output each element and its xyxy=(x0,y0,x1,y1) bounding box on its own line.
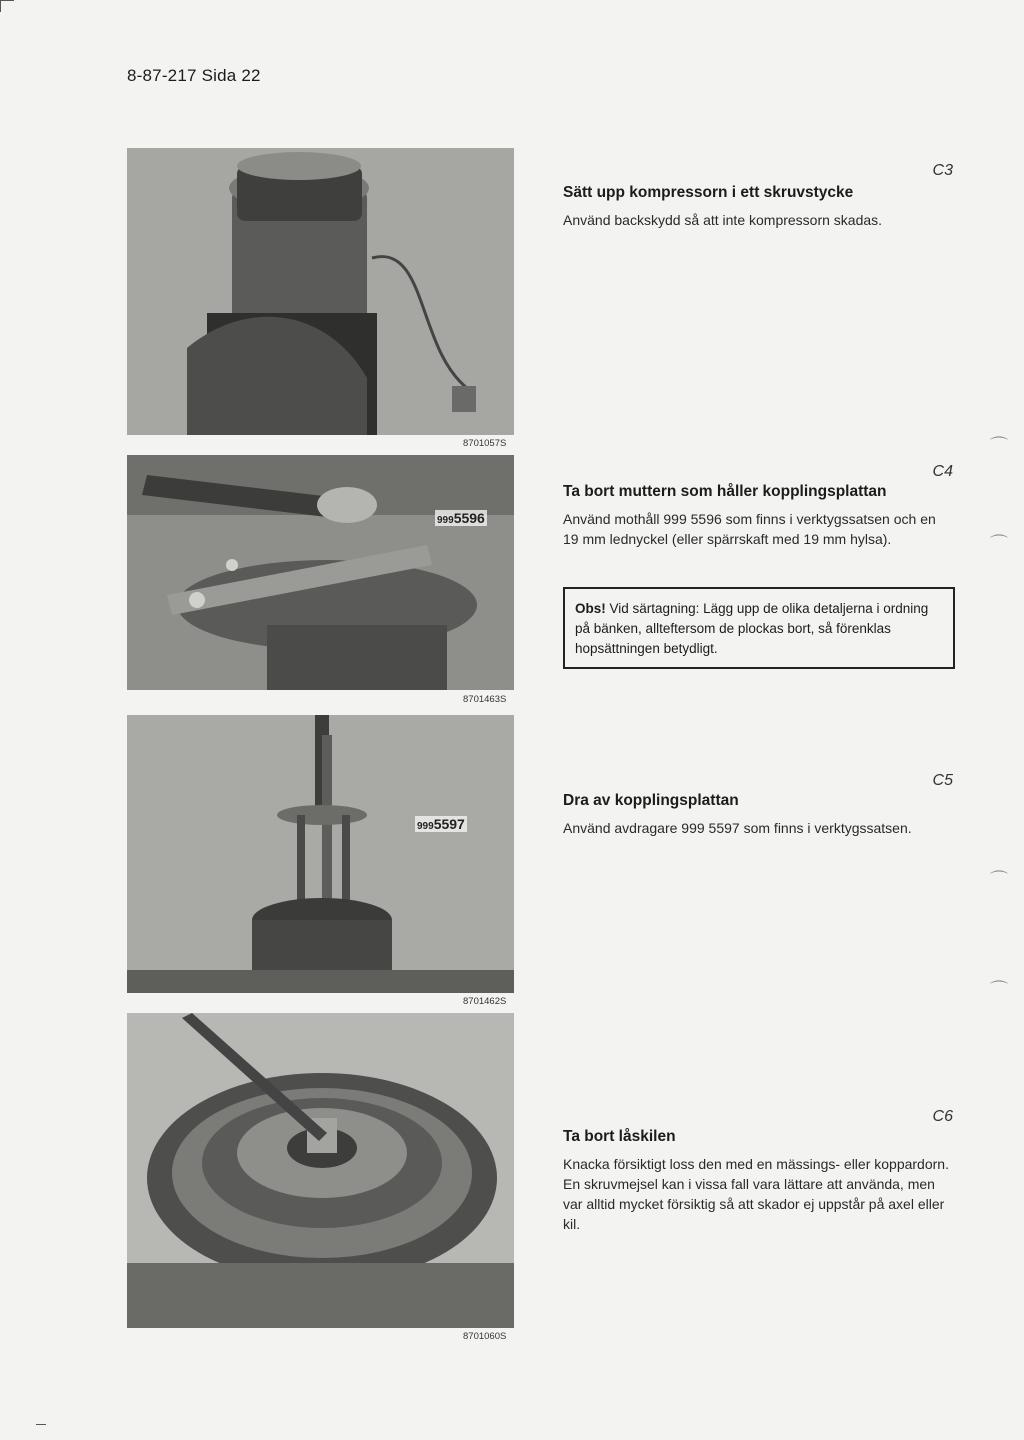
figure-code: 8701057S xyxy=(463,438,507,449)
callout-prefix: 999 xyxy=(417,821,434,832)
tool-callout-5596 xyxy=(435,510,487,526)
note-text: Vid särtagning: Lägg upp de olika detaljerna i ordning på bänken, allteftersom de plockas bort, så förenklas hopsättningen betydligt. xyxy=(575,601,929,656)
section-body: Använd avdragare 999 5597 som finns i verktygssatsen. xyxy=(563,820,912,836)
page-reference: 8-87-217 Sida 22 xyxy=(127,66,261,85)
section-title: Ta bort muttern som håller kopplingsplattan xyxy=(563,483,887,500)
section-body: Använd backskydd så att inte kompressorn skadas. xyxy=(563,212,883,228)
section-c4 xyxy=(563,463,953,549)
section-title: Dra av kopplingsplattan xyxy=(563,792,739,809)
figure-code: 8701060S xyxy=(463,1331,507,1342)
section-body: Använd mothåll 999 5596 som finns i verktygssatsen och en 19 mm lednyckel (eller spärrskaft med 19 mm hylsa). xyxy=(563,511,936,547)
section-id: C4 xyxy=(932,463,953,480)
photo-remove-key xyxy=(127,1013,514,1328)
section-id: C3 xyxy=(932,162,953,179)
section-c3 xyxy=(563,162,953,242)
note-label: Obs! xyxy=(575,601,606,616)
section-title: Sätt upp kompressorn i ett skruvstycke xyxy=(563,184,854,201)
section-c5 xyxy=(563,772,953,838)
photo-puller xyxy=(127,715,514,993)
figure-code: 8701462S xyxy=(463,996,507,1007)
figure-code: 8701463S xyxy=(463,694,507,705)
section-id: C6 xyxy=(932,1108,953,1125)
binder-hole-mark: ⌒ xyxy=(990,980,1008,1000)
tool-callout-5597 xyxy=(415,816,467,832)
photo-compressor-in-vise xyxy=(127,148,514,435)
section-body: Knacka försiktigt loss den med en mässings- eller koppardorn. En skruvmejsel kan i vissa fall vara lättare att använda, men var alltid mycket försiktig så att skador ej uppstår på axel eller kil. xyxy=(563,1156,949,1232)
callout-number: 5596 xyxy=(453,510,485,526)
binder-hole-mark: ⌒ xyxy=(990,870,1008,890)
note-box xyxy=(563,587,955,669)
section-title: Ta bort låskilen xyxy=(563,1128,676,1145)
binder-hole-mark: ⌒ xyxy=(990,436,1008,456)
callout-number: 5597 xyxy=(433,816,465,832)
photo-remove-nut xyxy=(127,455,514,690)
section-c6 xyxy=(563,1108,953,1234)
crop-mark xyxy=(36,1424,46,1425)
crop-mark xyxy=(0,0,14,1)
section-id: C5 xyxy=(932,772,953,789)
binder-hole-mark: ⌒ xyxy=(990,534,1008,554)
crop-mark xyxy=(0,0,1,12)
callout-prefix: 999 xyxy=(437,515,454,526)
